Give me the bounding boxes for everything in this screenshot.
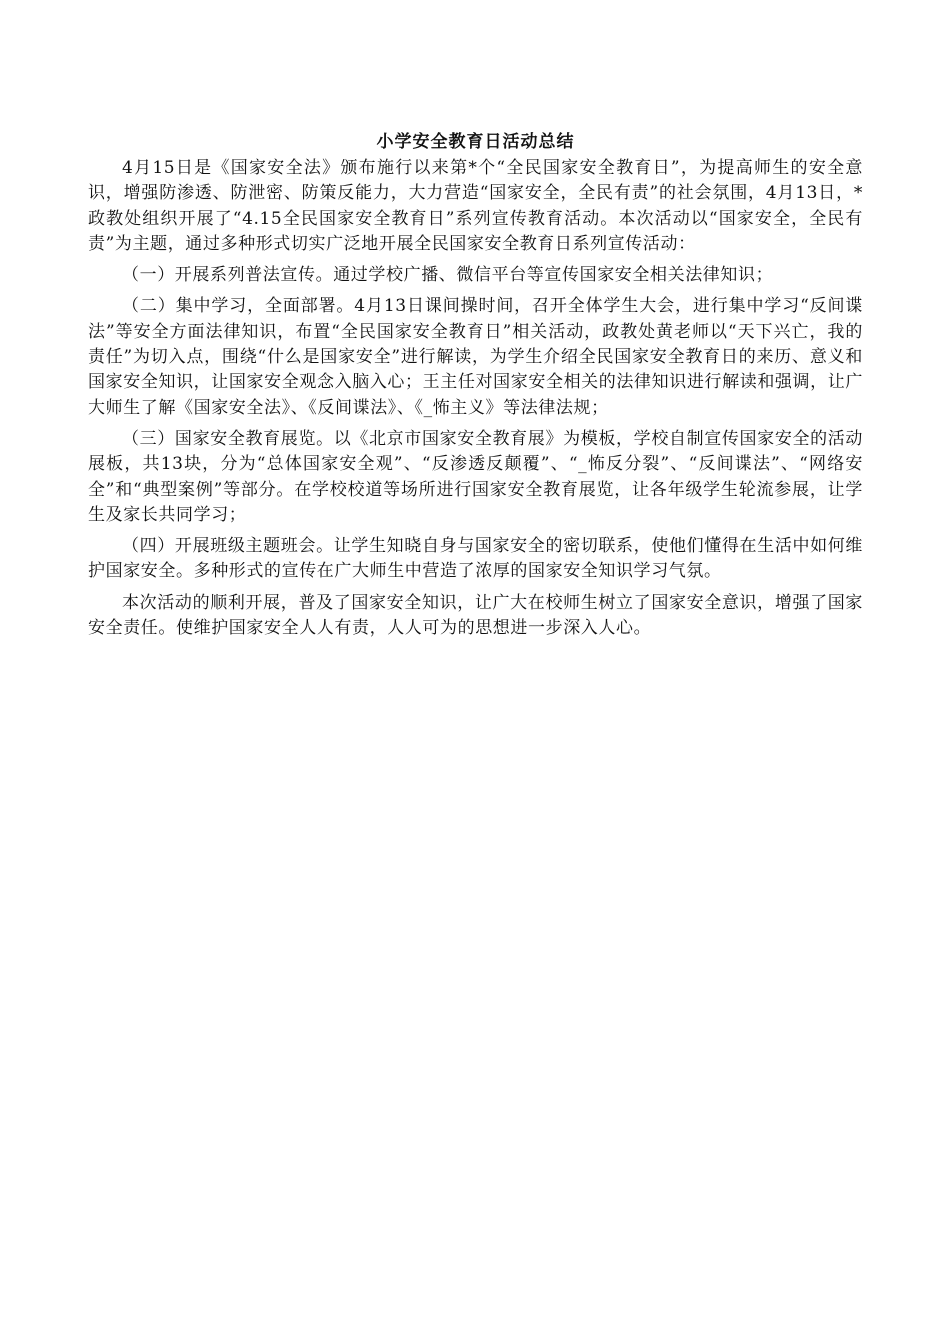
paragraph-intro: 4月15日是《国家安全法》颁布施行以来第*个“全民国家安全教育日”，为提高师生的安全意识，增强防渗透、防泄密、防策反能力，大力营造“国家安全，全民有责”的社会氛围，4月13日，*政教处组织开展了“4.15全民国家安全教育日”系列宣传教育活动。本次活动以“国家安全，全民有责”为主题，通过多种形式切实广泛地开展全民国家安全教育日系列宣传活动：	[88, 158, 863, 254]
paragraph-item-2: （二）集中学习，全面部署。4月13日课间操时间，召开全体学生大会，进行集中学习“反间谍法”等安全方面法律知识，布置“全民国家安全教育日”相关活动，政教处黄老师以“天下兴亡，我的责任”为切入点，围绕“什么是国家安全”进行解读，为学生介绍全民国家安全教育日的来历、意义和国家安全知识，让国家安全观念入脑入心；王主任对国家安全相关的法律知识进行解读和强调，让广大师生了解《国家安全法》、《反间谍法》、《_怖主义》等法律法规；	[88, 296, 863, 418]
paragraph-item-1: （一）开展系列普法宣传。通过学校广播、微信平台等宣传国家安全相关法律知识；	[122, 265, 774, 286]
paragraph-conclusion: 本次活动的顺利开展，普及了国家安全知识，让广大在校师生树立了国家安全意识，增强了国家安全责任。使维护国家安全人人有责，人人可为的思想进一步深入人心。	[88, 592, 863, 639]
paragraph-item-4: （四）开展班级主题班会。让学生知晓自身与国家安全的密切联系，使他们懂得在生活中如何维护国家安全。多种形式的宣传在广大师生中营造了浓厚的国家安全知识学习气氛。	[88, 536, 863, 582]
document-page	[88, 128, 863, 643]
paragraph-item-3: （三）国家安全教育展览。以《北京市国家安全教育展》为模板，学校自制宣传国家安全的活动展板，共13块，分为“总体国家安全观”、“反渗透反颠覆”、“_怖反分裂”、“反间谍法”、“网络安全”和“典型案例”等部分。在学校校道等场所进行国家安全教育展览，让各年级学生轮流参展，让学生及家长共同学习；	[88, 428, 863, 525]
document-title: 小学安全教育日活动总结	[376, 132, 575, 152]
